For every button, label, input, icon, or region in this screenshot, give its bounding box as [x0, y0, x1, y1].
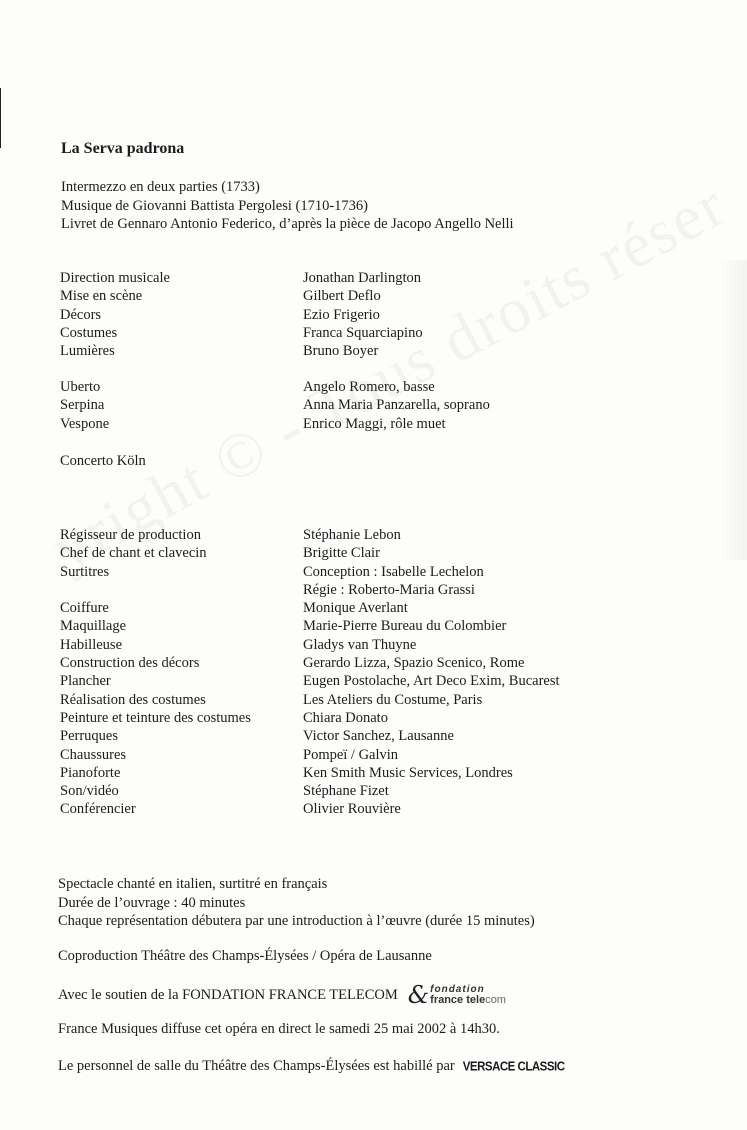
scan-edge-line — [0, 88, 1, 148]
logo-france: france tele — [430, 994, 486, 1006]
staff-role: Pianoforte — [60, 764, 121, 781]
staff-name: Pompeï / Galvin — [303, 746, 399, 763]
staff-dress-line — [58, 1058, 565, 1075]
cast-singer: Enrico Maggi, rôle muet — [303, 415, 446, 432]
credit-role: Costumes — [60, 324, 118, 341]
note-line: Spectacle chanté en italien, surtitré en français — [58, 876, 328, 892]
staff-row — [60, 544, 560, 562]
staff-name: Stéphanie Lebon — [303, 527, 401, 543]
production-staff — [60, 526, 560, 819]
logo-com: com — [485, 994, 506, 1006]
staff-row — [60, 617, 560, 635]
staff-name: Gerardo Lizza, Spazio Scenico, Rome — [303, 655, 525, 672]
credit-name: Gilbert Deflo — [303, 288, 381, 305]
cast-singer: Angelo Romero, basse — [303, 379, 435, 395]
staff-role: Plancher — [60, 673, 111, 690]
staff-role: Chef de chant et clavecin — [60, 545, 207, 562]
staff-row — [60, 526, 560, 544]
staff-row — [60, 654, 560, 672]
credit-row — [60, 269, 423, 287]
logo-wordmark — [430, 985, 506, 1005]
staff-row — [60, 563, 560, 581]
staff-name: Conception : Isabelle Lechelon — [303, 563, 484, 580]
credit-name: Ezio Frigerio — [303, 306, 380, 323]
credit-row — [60, 287, 423, 305]
staff-role: Conférencier — [60, 801, 136, 818]
staff-name: Régie : Roberto-Maria Grassi — [303, 581, 475, 598]
logo-fondation: fondation — [430, 984, 485, 995]
credit-name: Bruno Boyer — [303, 343, 379, 360]
cast-row — [60, 378, 490, 396]
intro-line: Musique de Giovanni Battista Pergolesi (1710-1736) — [61, 197, 369, 214]
staff-role: Coiffure — [60, 600, 109, 617]
fondation-france-telecom-logo — [407, 981, 506, 1009]
ensemble: Concerto Köln — [60, 453, 146, 469]
staff-name: Brigitte Clair — [303, 545, 380, 562]
staff-row — [60, 746, 560, 764]
staff-name: Victor Sanchez, Lausanne — [303, 728, 454, 745]
staff-row — [60, 636, 560, 654]
credit-role: Lumières — [60, 343, 115, 360]
ampersand-logo-icon: & — [407, 981, 430, 1009]
credit-name: Jonathan Darlington — [303, 270, 421, 286]
staff-name: Les Ateliers du Costume, Paris — [303, 691, 483, 708]
staff-name: Marie-Pierre Bureau du Colombier — [303, 618, 507, 635]
staff-role: Son/vidéo — [60, 783, 119, 800]
staff-role: Réalisation des costumes — [60, 691, 206, 708]
cast-list — [60, 378, 490, 433]
cast-role: Vespone — [60, 415, 110, 432]
intro-line: Intermezzo en deux parties (1733) — [61, 179, 260, 195]
staff-row — [60, 672, 560, 690]
staff-row — [60, 782, 560, 800]
cast-role: Serpina — [60, 397, 105, 414]
scan-shadow — [717, 260, 747, 560]
credit-row — [60, 306, 423, 324]
staff-row — [60, 800, 560, 818]
staff-name: Chiara Donato — [303, 709, 388, 726]
staff-row — [60, 709, 560, 727]
sponsor-line — [58, 981, 506, 1009]
credit-row — [60, 324, 423, 342]
staff-name: Olivier Rouvière — [303, 801, 401, 818]
staff-role: Habilleuse — [60, 636, 123, 653]
staff-role: Chaussures — [60, 746, 127, 763]
broadcast-line: France Musiques diffuse cet opéra en direct le samedi 25 mai 2002 à 14h30. — [58, 1021, 500, 1037]
cast-row — [60, 396, 490, 414]
staff-role: Perruques — [60, 728, 118, 745]
credit-role: Mise en scène — [60, 288, 143, 305]
intro-line: Livret de Gennaro Antonio Federico, d’après la pièce de Jacopo Angello Nelli — [61, 216, 514, 232]
staff-role: Peinture et teinture des costumes — [60, 709, 251, 726]
logo-france-telecom — [430, 995, 506, 1005]
staff-role: Surtitres — [60, 563, 110, 580]
staff-row — [60, 764, 560, 782]
staff-name: Eugen Postolache, Art Deco Exim, Bucarest — [303, 673, 560, 690]
intro-block — [61, 178, 514, 234]
page-title: La Serva padrona — [61, 140, 185, 157]
staff-row — [60, 599, 560, 617]
coproduction-line: Coproduction Théâtre des Champs-Élysées / Opéra de Lausanne — [58, 948, 432, 964]
staff-name: Stéphane Fizet — [303, 783, 389, 800]
staff-role: Maquillage — [60, 618, 127, 635]
staff-name: Ken Smith Music Services, Londres — [303, 764, 513, 781]
credit-role: Direction musicale — [60, 270, 170, 286]
note-line: Durée de l’ouvrage : 40 minutes — [58, 894, 246, 911]
creative-team — [60, 269, 423, 360]
staff-name: Monique Averlant — [303, 600, 408, 617]
staff-row — [60, 727, 560, 745]
staff-row — [60, 581, 560, 599]
cast-singer: Anna Maria Panzarella, soprano — [303, 397, 490, 414]
note-line: Chaque représentation débutera par une introduction à l’œuvre (durée 15 minutes) — [58, 913, 535, 929]
staff-role: Construction des décors — [60, 655, 200, 672]
credit-role: Décors — [60, 306, 102, 323]
staff-role: Régisseur de production — [60, 527, 201, 543]
versace-classic-logo: VERSACE CLASSIC — [462, 1059, 565, 1074]
staff-name: Gladys van Thuyne — [303, 636, 417, 653]
cast-row — [60, 415, 490, 433]
credit-row — [60, 342, 423, 360]
credit-name: Franca Squarciapino — [303, 324, 423, 341]
cast-role: Uberto — [60, 379, 101, 395]
staff-row — [60, 691, 560, 709]
sponsor-text: Avec le soutien de la FONDATION FRANCE TELECOM — [58, 986, 398, 1003]
staff-dress-text: Le personnel de salle du Théâtre des Champs-Élysées est habillé par — [58, 1058, 455, 1074]
performance-notes — [58, 875, 535, 931]
staff-role — [60, 581, 303, 599]
